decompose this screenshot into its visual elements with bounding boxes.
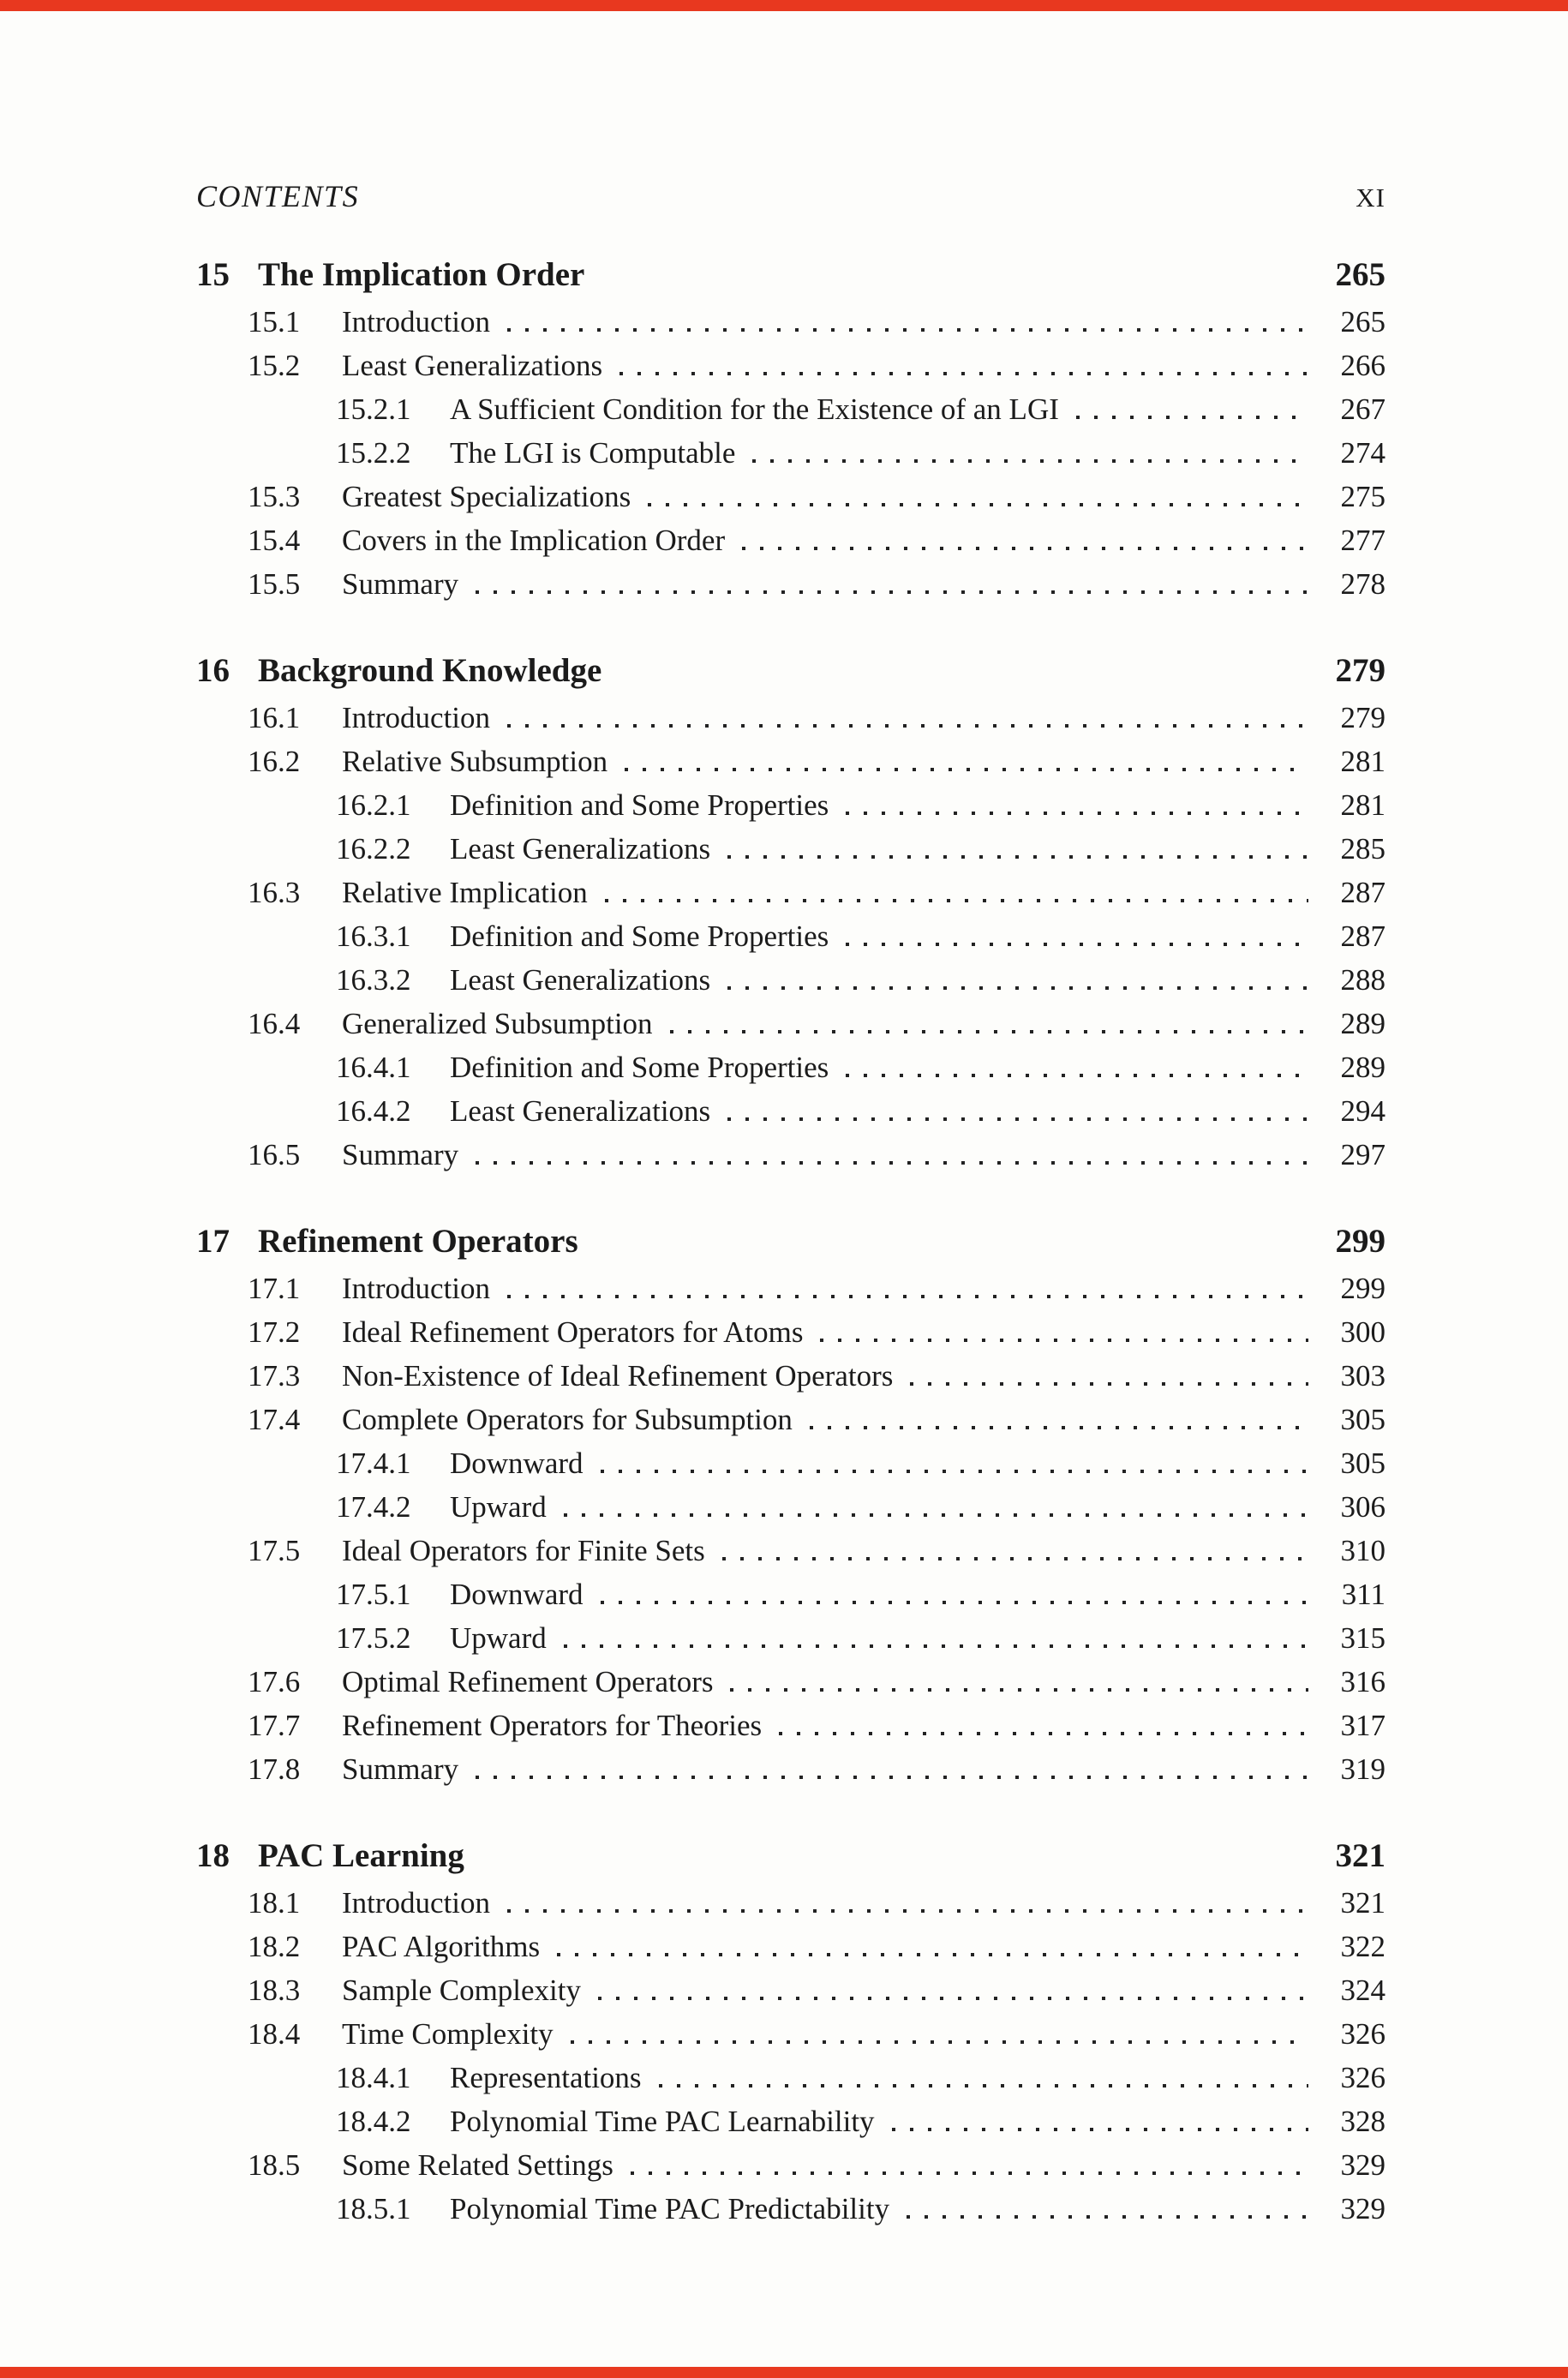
entry-title: Upward — [450, 1621, 547, 1655]
dot-leader — [476, 590, 1308, 594]
chapter-number: 16 — [196, 652, 230, 689]
entry-title: Optimal Refinement Operators — [342, 1665, 714, 1698]
entry-title: Introduction — [342, 305, 491, 338]
entry-title: Ideal Operators for Finite Sets — [342, 1534, 705, 1567]
dot-leader — [507, 1909, 1308, 1913]
entry-page-number: 278 — [1340, 567, 1385, 601]
entry-page-number: 319 — [1340, 1752, 1385, 1786]
toc-chapter — [196, 1222, 1385, 1796]
chapter-heading — [196, 1836, 1385, 1886]
entry-number: 16.4.2 — [336, 1094, 411, 1128]
entry-number: 16.2.2 — [336, 832, 411, 866]
dot-leader — [605, 899, 1308, 902]
dot-leader — [846, 812, 1308, 815]
toc-entry — [196, 1403, 1385, 1447]
dot-leader — [742, 547, 1308, 550]
chapter-page-number: 321 — [1335, 1837, 1385, 1874]
entry-title: Representations — [450, 2061, 642, 2094]
entry-number: 15.3 — [248, 480, 301, 513]
toc-entry — [196, 1007, 1385, 1051]
entry-page-number: 289 — [1340, 1051, 1385, 1084]
toc-entry — [196, 1138, 1385, 1182]
entry-page-number: 277 — [1340, 524, 1385, 557]
toc-entry — [196, 2192, 1385, 2236]
dot-leader — [564, 1644, 1308, 1648]
entry-title: Definition and Some Properties — [450, 1051, 829, 1084]
entry-page-number: 311 — [1341, 1578, 1385, 1611]
bottom-edge-bar — [0, 2367, 1568, 2378]
chapter-number: 15 — [196, 256, 230, 293]
entry-page-number: 315 — [1340, 1621, 1385, 1655]
entry-title: Downward — [450, 1578, 584, 1611]
chapter-heading — [196, 255, 1385, 305]
toc-entry — [196, 963, 1385, 1007]
entry-number: 15.1 — [248, 305, 301, 338]
entry-title: Polynomial Time PAC Learnability — [450, 2105, 875, 2138]
entry-page-number: 294 — [1340, 1094, 1385, 1128]
dot-leader — [507, 724, 1308, 728]
entry-title: Introduction — [342, 1886, 491, 1920]
toc-entry — [196, 305, 1385, 349]
entry-title: Summary — [342, 1752, 459, 1786]
entry-page-number: 281 — [1340, 788, 1385, 822]
entry-page-number: 329 — [1340, 2192, 1385, 2225]
dot-leader — [598, 1997, 1308, 2000]
chapter-entries — [196, 1272, 1385, 1796]
entry-title: Least Generalizations — [450, 832, 711, 866]
dot-leader — [648, 503, 1308, 506]
dot-leader — [507, 328, 1308, 332]
dot-leader — [571, 2040, 1308, 2044]
entry-number: 17.6 — [248, 1665, 301, 1698]
entry-title: Definition and Some Properties — [450, 788, 829, 822]
dot-leader — [659, 2084, 1308, 2087]
chapter-number: 18 — [196, 1837, 230, 1874]
toc-entry — [196, 2148, 1385, 2192]
chapter-number: 17 — [196, 1223, 230, 1260]
toc-entry — [196, 436, 1385, 480]
toc-entry — [196, 788, 1385, 832]
toc-entry — [196, 2105, 1385, 2148]
dot-leader — [727, 986, 1308, 990]
entry-number: 17.5.2 — [336, 1621, 411, 1655]
entry-number: 16.2 — [248, 745, 301, 778]
running-head — [196, 178, 1385, 214]
entry-number: 17.7 — [248, 1709, 301, 1742]
dot-leader — [1076, 416, 1308, 419]
entry-page-number: 266 — [1340, 349, 1385, 382]
entry-page-number: 287 — [1340, 919, 1385, 953]
toc-entry — [196, 745, 1385, 788]
entry-title: Summary — [342, 1138, 459, 1171]
entry-page-number: 317 — [1340, 1709, 1385, 1742]
folio-page-number: XI — [1356, 183, 1385, 213]
entry-title: Summary — [342, 567, 459, 601]
toc-entry — [196, 392, 1385, 436]
entry-number: 17.2 — [248, 1315, 301, 1349]
entry-number: 17.4 — [248, 1403, 301, 1436]
entry-page-number: 306 — [1340, 1490, 1385, 1524]
entry-title: Introduction — [342, 1272, 491, 1305]
entry-number: 18.5.1 — [336, 2192, 411, 2225]
dot-leader — [752, 459, 1308, 463]
entry-title: Time Complexity — [342, 2017, 554, 2051]
dot-leader — [820, 1339, 1308, 1342]
toc-entry — [196, 1709, 1385, 1752]
toc-entry — [196, 1621, 1385, 1665]
dot-leader — [564, 1513, 1308, 1517]
chapter-page-number: 279 — [1335, 652, 1385, 689]
entry-title: Definition and Some Properties — [450, 919, 829, 953]
entry-number: 17.3 — [248, 1359, 301, 1393]
entry-number: 16.3.2 — [336, 963, 411, 997]
entry-title: The LGI is Computable — [450, 436, 736, 470]
dot-leader — [907, 2215, 1308, 2219]
dot-leader — [601, 1601, 1308, 1604]
entry-number: 18.4 — [248, 2017, 301, 2051]
dot-leader — [730, 1688, 1308, 1692]
toc-entry — [196, 567, 1385, 611]
entry-number: 16.5 — [248, 1138, 301, 1171]
entry-page-number: 288 — [1340, 963, 1385, 997]
chapter-title: The Implication Order — [258, 256, 585, 293]
entry-title: Least Generalizations — [450, 963, 711, 997]
entry-page-number: 267 — [1340, 392, 1385, 426]
entry-number: 16.3 — [248, 876, 301, 909]
chapter-title: Refinement Operators — [258, 1223, 578, 1260]
entry-title: Relative Implication — [342, 876, 588, 909]
entry-title: A Sufficient Condition for the Existence of an LGI — [450, 392, 1059, 426]
entry-number: 15.2.1 — [336, 392, 411, 426]
toc-entry — [196, 919, 1385, 963]
entry-title: Generalized Subsumption — [342, 1007, 653, 1040]
entry-page-number: 279 — [1340, 701, 1385, 734]
entry-title: Least Generalizations — [342, 349, 603, 382]
toc-entry — [196, 1930, 1385, 1974]
chapter-heading — [196, 1222, 1385, 1272]
entry-page-number: 328 — [1340, 2105, 1385, 2138]
entry-number: 17.8 — [248, 1752, 301, 1786]
entry-number: 15.2 — [248, 349, 301, 382]
toc-entry — [196, 1974, 1385, 2017]
entry-number: 17.4.2 — [336, 1490, 411, 1524]
chapter-page-number: 265 — [1335, 256, 1385, 293]
toc-chapter — [196, 255, 1385, 611]
toc-chapter — [196, 651, 1385, 1182]
toc-entry — [196, 1886, 1385, 1930]
entry-number: 18.5 — [248, 2148, 301, 2182]
entry-page-number: 324 — [1340, 1974, 1385, 2007]
toc-entry — [196, 2061, 1385, 2105]
entry-page-number: 305 — [1340, 1403, 1385, 1436]
entry-title: Introduction — [342, 701, 491, 734]
entry-page-number: 275 — [1340, 480, 1385, 513]
entry-number: 15.2.2 — [336, 436, 411, 470]
entry-title: PAC Algorithms — [342, 1930, 541, 1963]
chapter-title: Background Knowledge — [258, 652, 602, 689]
entry-title: Polynomial Time PAC Predictability — [450, 2192, 890, 2225]
toc-entry — [196, 1359, 1385, 1403]
entry-title: Relative Subsumption — [342, 745, 608, 778]
toc-entry — [196, 1447, 1385, 1490]
dot-leader — [476, 1161, 1308, 1165]
entry-number: 17.1 — [248, 1272, 301, 1305]
dot-leader — [507, 1295, 1308, 1298]
entry-number: 17.5.1 — [336, 1578, 411, 1611]
chapter-entries — [196, 305, 1385, 611]
dot-leader — [625, 768, 1308, 771]
toc-entry — [196, 1051, 1385, 1094]
toc-entry — [196, 876, 1385, 919]
dot-leader — [846, 1074, 1308, 1077]
dot-leader — [727, 855, 1308, 859]
toc-entry — [196, 1272, 1385, 1315]
dot-leader — [557, 1953, 1308, 1956]
entry-number: 18.4.2 — [336, 2105, 411, 2138]
entry-number: 16.1 — [248, 701, 301, 734]
entry-number: 17.4.1 — [336, 1447, 411, 1480]
dot-leader — [631, 2171, 1308, 2175]
entry-title: Ideal Refinement Operators for Atoms — [342, 1315, 804, 1349]
entry-page-number: 299 — [1340, 1272, 1385, 1305]
toc-entry — [196, 524, 1385, 567]
entry-number: 15.5 — [248, 567, 301, 601]
entry-page-number: 300 — [1340, 1315, 1385, 1349]
entry-title: Upward — [450, 1490, 547, 1524]
chapter-heading — [196, 651, 1385, 701]
toc-entry — [196, 2017, 1385, 2061]
entry-page-number: 303 — [1340, 1359, 1385, 1393]
dot-leader — [892, 2128, 1308, 2131]
toc-entry — [196, 349, 1385, 392]
dot-leader — [779, 1732, 1308, 1735]
entry-title: Complete Operators for Subsumption — [342, 1403, 793, 1436]
entry-page-number: 287 — [1340, 876, 1385, 909]
dot-leader — [601, 1470, 1308, 1473]
dot-leader — [846, 943, 1308, 946]
entry-page-number: 316 — [1340, 1665, 1385, 1698]
entry-number: 16.4.1 — [336, 1051, 411, 1084]
entry-page-number: 329 — [1340, 2148, 1385, 2182]
entry-number: 16.3.1 — [336, 919, 411, 953]
entry-page-number: 281 — [1340, 745, 1385, 778]
entry-page-number: 310 — [1340, 1534, 1385, 1567]
toc-entry — [196, 1534, 1385, 1578]
entry-page-number: 326 — [1340, 2061, 1385, 2094]
dot-leader — [727, 1117, 1308, 1121]
entry-page-number: 265 — [1340, 305, 1385, 338]
toc-entry — [196, 1315, 1385, 1359]
entry-page-number: 297 — [1340, 1138, 1385, 1171]
dot-leader — [619, 372, 1308, 375]
toc-entry — [196, 701, 1385, 745]
entry-title: Sample Complexity — [342, 1974, 582, 2007]
toc-chapter — [196, 1836, 1385, 2236]
entry-page-number: 305 — [1340, 1447, 1385, 1480]
entry-number: 18.2 — [248, 1930, 301, 1963]
entry-number: 16.2.1 — [336, 788, 411, 822]
toc-entry — [196, 1752, 1385, 1796]
chapter-title: PAC Learning — [258, 1837, 464, 1874]
toc-entry — [196, 480, 1385, 524]
entry-number: 17.5 — [248, 1534, 301, 1567]
dot-leader — [670, 1030, 1308, 1033]
entry-title: Least Generalizations — [450, 1094, 711, 1128]
dot-leader — [722, 1557, 1308, 1560]
entry-page-number: 274 — [1340, 436, 1385, 470]
top-edge-bar — [0, 0, 1568, 11]
entry-page-number: 322 — [1340, 1930, 1385, 1963]
toc-entry — [196, 1665, 1385, 1709]
toc-entry — [196, 1490, 1385, 1534]
entry-number: 16.4 — [248, 1007, 301, 1040]
chapter-page-number: 299 — [1335, 1223, 1385, 1260]
entry-page-number: 285 — [1340, 832, 1385, 866]
running-head-title: CONTENTS — [196, 179, 360, 213]
dot-leader — [476, 1776, 1308, 1779]
toc-entry — [196, 832, 1385, 876]
entry-title: Greatest Specializations — [342, 480, 631, 513]
table-of-contents — [196, 255, 1385, 2236]
toc-entry — [196, 1578, 1385, 1621]
entry-page-number: 289 — [1340, 1007, 1385, 1040]
toc-entry — [196, 1094, 1385, 1138]
entry-page-number: 326 — [1340, 2017, 1385, 2051]
entry-number: 18.3 — [248, 1974, 301, 2007]
entry-number: 18.4.1 — [336, 2061, 411, 2094]
chapter-entries — [196, 701, 1385, 1182]
entry-title: Covers in the Implication Order — [342, 524, 726, 557]
chapter-entries — [196, 1886, 1385, 2236]
entry-title: Some Related Settings — [342, 2148, 613, 2182]
entry-title: Refinement Operators for Theories — [342, 1709, 763, 1742]
entry-page-number: 321 — [1340, 1886, 1385, 1920]
dot-leader — [810, 1426, 1308, 1429]
entry-number: 18.1 — [248, 1886, 301, 1920]
dot-leader — [910, 1382, 1308, 1386]
entry-title: Downward — [450, 1447, 584, 1480]
entry-number: 15.4 — [248, 524, 301, 557]
entry-title: Non-Existence of Ideal Refinement Operators — [342, 1359, 894, 1393]
